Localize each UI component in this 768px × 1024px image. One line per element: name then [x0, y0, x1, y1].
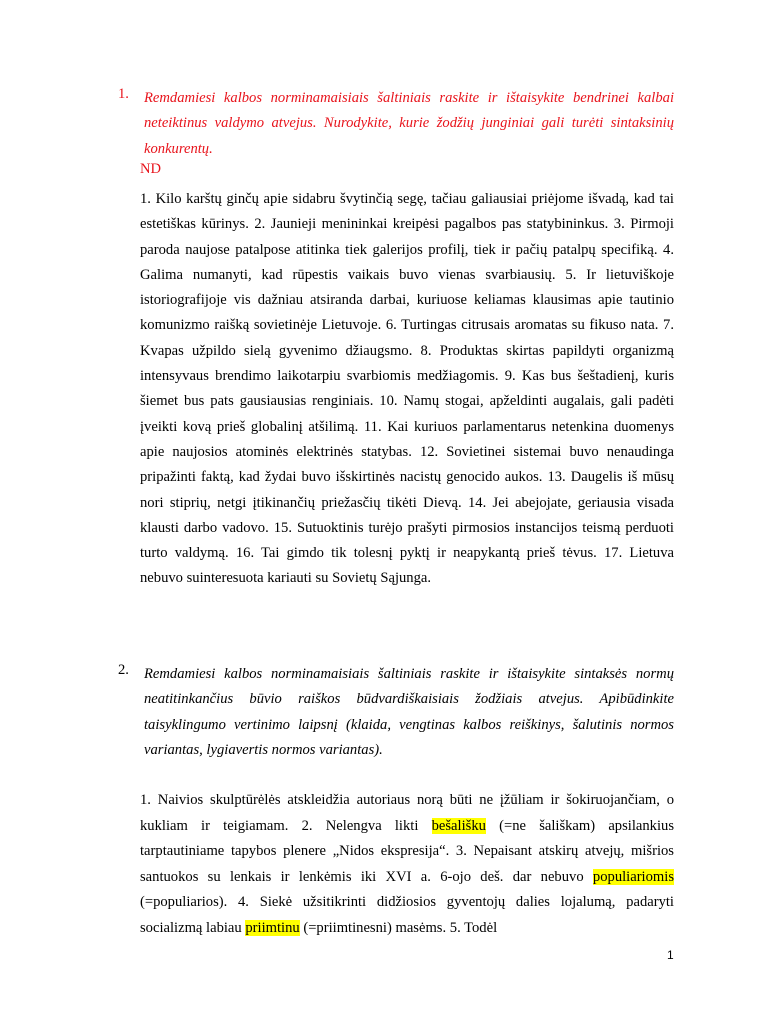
- highlighted-word: populiariomis: [592, 868, 674, 885]
- task-2-text-segment: 1. Naivios skulptūrėlės atskleidžia autoriaus norą būti ne įžūliam ir šokiruojančiam, o kukliam ir teigiamam. 2. Nelengva likti: [140, 792, 674, 834]
- task-1-exercise-text: 1. Kilo karštų ginčų apie sidabru švytinčią segę, tačiau galiausiai priėjome išvadą, kad tai estetiškas kūrinys. 2. Jaunieji menininkai kreipėsi pagalbos pas statybininkus. 3. Pirmoji paroda naujose patalpose atitinka tiek galerijos profilį, tiek ir pačių patalpų specifiką. 4. Galima numanyti, kad rūpestis vaikais buvo vienas svarbiausių. 5. Ir lietuviškoje istoriografijoje vis dažniau atsiranda darbai, kuriuose keliamas klausimas apie tautinio komunizmo raišką sovietinėje Lietuvoje. 6. Turtingas citrusais aromatas su fikuso nata. 7. Kvapas užpildo sielą gyvenimo džiaugsmo. 8. Produktas skirtas papildyti organizmą intensyvaus brendimo laikotarpiu svarbiomis medžiagomis. 9. Kas bus šeštadienį, kuris šiemet bus pats gausiausias renginiais. 10. Namų stogai, apželdinti augalais, gali padėti įveikti kovą prieš globalinį atšilimą. 11. Kai kuriuos parlamentarus netenkina duomenys apie naujosios atominės elektrinės statybas. 12. Sovietinei sistemai buvo nenaudinga pripažinti faktą, kad žydai buvo išskirtinės nacistų genocido aukos. 13. Daugelis iš mūsų nori stiprių, netgi įtikinančių priežasčių tikėti Dievą. 14. Jei abejojate, geriausia visada klausti darbo vadovo. 15. Sutuoktinis turėjo prašyti pirmosios instancijos teismą perduoti turto valdymą. 16. Tai gimdo tik tolesnį pyktį ir neapykantą prieš tėvus. 17. Lietuva nebuvo suinteresuota kariauti su Sovietų Sąjunga.: [140, 191, 674, 587]
- task-2-text-segment: (=priimtinesni) masėms. 5. Todėl: [299, 919, 498, 936]
- task-1: [118, 86, 674, 162]
- task-2-heading: Remdamiesi kalbos norminamaisiais šaltiniais raskite ir ištaisykite sintaksės normų neatitinkančius būvio raiškos būdvardiškaisiais žodžiais atvejus. Apibūdinkite taisyklingumo vertinimo laipsnį (klaida, vengtinas kalbos reiškinys, šalutinis normos variantas, lygiavertis normos variantas).: [144, 666, 674, 758]
- task-1-heading: Remdamiesi kalbos norminamaisiais šaltiniais raskite ir ištaisykite bendrinei kalbai neteiktinus valdymo atvejus. Nurodykite, kurie žodžių junginiai gali turėti sintaksinių konkurentų.: [144, 90, 674, 157]
- task-2-text-segment: (=ne šališkam) apsilankius tarptautiniame tapybos plenere „Nidos ekspresija“. 3. Nepaisant atskirų atvejų, mišrios santuokos su lenkais ir lenkėmis iki XVI a. 6-ojo deš. dar nebuvo: [140, 817, 674, 885]
- page-number: 1: [667, 948, 674, 962]
- task-2-text-segment: (=populiarios). 4. Siekė užsitikrinti didžiosios gyventojų dalies lojalumą, padaryti socializmą labiau: [140, 894, 674, 936]
- nd-label: ND: [140, 161, 162, 177]
- task-2: [118, 662, 674, 763]
- task-2-number: 2.: [118, 662, 129, 678]
- task-2-exercise-text: [140, 788, 674, 942]
- task-1-number: 1.: [118, 86, 129, 102]
- highlighted-word: bešališku: [431, 817, 486, 834]
- highlighted-word: priimtinu: [245, 919, 300, 936]
